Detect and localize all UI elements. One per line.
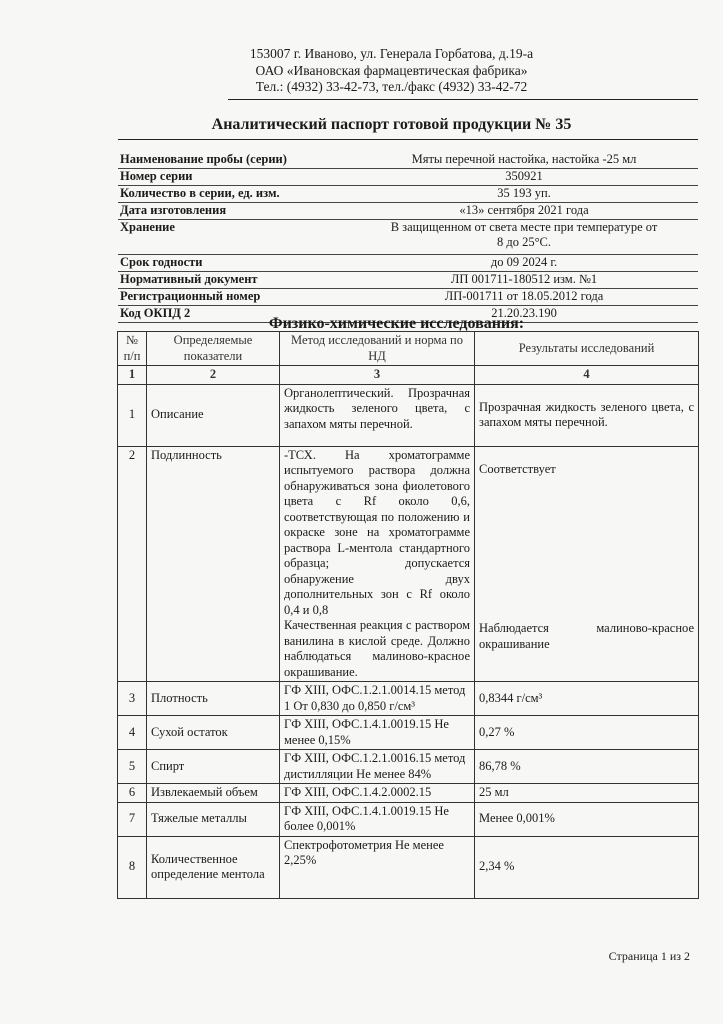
info-label: Хранение (120, 220, 175, 234)
info-value: ЛП 001711-180512 изм. №1 (450, 272, 598, 286)
info-row (118, 220, 698, 255)
result-cell: Менее 0,001% (475, 802, 699, 836)
info-value: В защищенном от света месте при температуре от 8 до 25°С. (390, 220, 658, 249)
row-number: 6 (118, 784, 147, 803)
phone: Тел.: (4932) 33-42-73, тел./факс (4932) 33-42-72 (255, 79, 528, 94)
page-title: Аналитический паспорт готовой продукции № 35 (211, 116, 572, 133)
result-cell (475, 446, 699, 682)
row-number: 3 (118, 682, 147, 716)
info-value: 21.20.23.190 (491, 306, 557, 320)
info-label: Нормативный документ (120, 272, 258, 286)
row-number: 1 (118, 384, 147, 446)
column-header: № п/п (118, 332, 147, 366)
info-label: Срок годности (120, 255, 203, 269)
table-row (118, 750, 699, 784)
table-row (118, 784, 699, 803)
table-row (118, 384, 699, 446)
info-row (118, 203, 698, 220)
info-row (118, 272, 698, 289)
letterhead (0, 46, 723, 96)
method-reaction: Качественная реакция с раствором ванилина в кислой среде. Должно наблюдаться малиново-красное окрашивание. (284, 618, 470, 679)
method-cell: ГФ XIII, ОФС.1.4.1.0019.15 Не менее 0,15% (280, 716, 475, 750)
column-number: 1 (118, 366, 147, 385)
column-header: Определяемые показатели (147, 332, 280, 366)
row-number: 2 (118, 446, 147, 682)
row-number: 7 (118, 802, 147, 836)
section-title: Физико-химические исследования: (268, 315, 525, 332)
indicator-name: Сухой остаток (147, 716, 280, 750)
indicator-name: Извлекаемый объем (147, 784, 280, 803)
product-info (118, 152, 698, 323)
column-header: Результаты исследований (475, 332, 699, 366)
info-row (118, 289, 698, 306)
result-cell: 86,78 % (475, 750, 699, 784)
table-row (118, 446, 699, 682)
table-row (118, 716, 699, 750)
result-reaction: Наблюдается малиново-красное окрашивание (479, 621, 694, 651)
indicator-name: Тяжелые металлы (147, 802, 280, 836)
method-cell: ГФ XIII, ОФС.1.2.1.0016.15 метод дистилляции Не менее 84% (280, 750, 475, 784)
table-row (118, 836, 699, 898)
info-value: 350921 (505, 169, 543, 183)
method-cell: Органолептический. Прозрачная жидкость зеленого цвета, с запахом мяты перечной. (280, 384, 475, 446)
info-row (118, 169, 698, 186)
info-value: 35 193 уп. (497, 186, 551, 200)
table-row (118, 682, 699, 716)
address: 153007 г. Иваново, ул. Генерала Горбатова, д.19-а (249, 46, 534, 61)
result-cell: Прозрачная жидкость зеленого цвета, с запахом мяты перечной. (475, 384, 699, 446)
info-value: до 09 2024 г. (490, 255, 558, 269)
info-label: Код ОКПД 2 (120, 306, 191, 320)
info-row (118, 152, 698, 169)
info-label: Количество в серии, ед. изм. (120, 186, 280, 200)
row-number: 4 (118, 716, 147, 750)
result-cell: 0,27 % (475, 716, 699, 750)
method-cell: ГФ XIII, ОФС.1.2.1.0014.15 метод 1 От 0,830 до 0,850 г/см³ (280, 682, 475, 716)
indicator-name: Спирт (147, 750, 280, 784)
company-name: ОАО «Ивановская фармацевтическая фабрика» (255, 62, 528, 78)
row-number: 5 (118, 750, 147, 784)
info-row (118, 255, 698, 272)
result-cell: 25 мл (475, 784, 699, 803)
indicator-name: Количественное определение ментола (147, 836, 280, 898)
info-row (118, 186, 698, 203)
info-value: «13» сентября 2021 года (459, 203, 589, 217)
result-cell: 2,34 % (475, 836, 699, 898)
divider (228, 99, 698, 100)
result-cell: 0,8344 г/см³ (475, 682, 699, 716)
info-label: Дата изготовления (120, 203, 227, 217)
result-tlc: Соответствует (479, 461, 556, 476)
method-tlc: -ТСХ. На хроматограмме испытуемого раствора должна обнаруживаться зона фиолетового цвета с Rf около 0,6, соответствующая по положению и окраске зоне на хроматограмме раствора L-ментола стандартного образца; допускается обнаружение двух дополнительных зон с Rf около 0,4 и 0,8 (284, 447, 470, 617)
info-label: Наименование пробы (серии) (120, 152, 287, 166)
column-number: 2 (147, 366, 280, 385)
method-cell: ГФ XIII, ОФС.1.4.1.0019.15 Не более 0,001% (280, 802, 475, 836)
method-cell: ГФ XIII, ОФС.1.4.2.0002.15 (280, 784, 475, 803)
row-number: 8 (118, 836, 147, 898)
column-number-row (118, 366, 699, 385)
results-table (117, 331, 699, 899)
indicator-name: Плотность (147, 682, 280, 716)
divider (118, 139, 698, 140)
info-label: Регистрационный номер (120, 289, 261, 303)
indicator-name: Подлинность (147, 446, 280, 682)
column-number: 3 (280, 366, 475, 385)
info-label: Номер серии (120, 169, 193, 183)
table-row (118, 802, 699, 836)
method-cell: Спектрофотометрия Не менее 2,25% (280, 836, 475, 898)
table-header-row (118, 332, 699, 366)
method-cell (280, 446, 475, 682)
indicator-name: Описание (147, 384, 280, 446)
info-value: Мяты перечной настойка, настойка -25 мл (411, 152, 637, 166)
column-number: 4 (475, 366, 699, 385)
column-header: Метод исследований и норма по НД (280, 332, 475, 366)
page-number: Страница 1 из 2 (608, 949, 690, 963)
info-value: ЛП-001711 от 18.05.2012 года (444, 289, 604, 303)
